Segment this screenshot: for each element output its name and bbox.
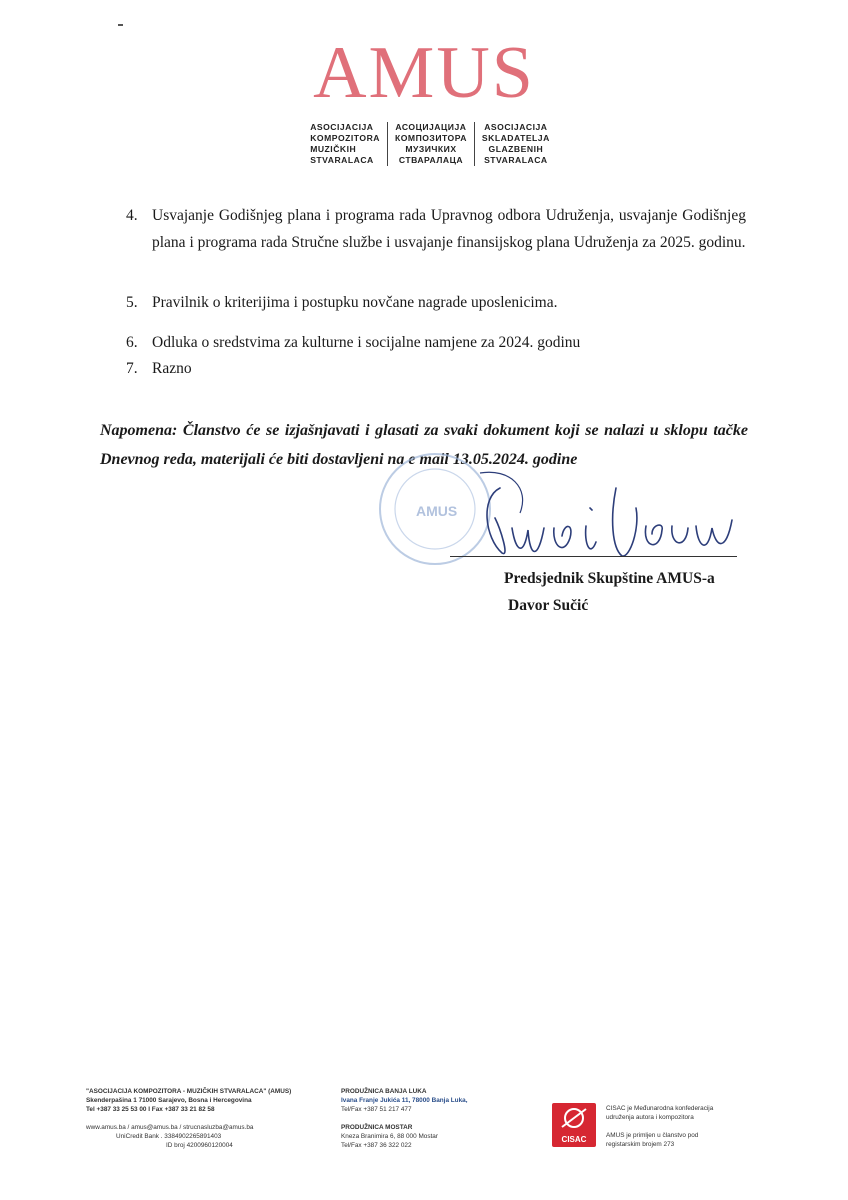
footer-line	[341, 1114, 467, 1123]
footer-line: www.amus.ba / amus@amus.ba / strucnasluzba@amus.ba	[86, 1124, 254, 1131]
logo-line: STVARALACA	[310, 155, 374, 165]
footer-line: PRODUŽNICA BANJA LUKA	[341, 1088, 427, 1095]
footer-line: PRODUŽNICA MOSTAR	[341, 1124, 413, 1131]
footer-line: CISAC je Međunarodna konfederacija	[606, 1105, 714, 1112]
signature-line	[450, 556, 737, 557]
logo-col-cyrillic	[387, 122, 474, 166]
signatory-name: Davor Sučić	[508, 597, 589, 614]
logo-line: КОМПОЗИТОРА	[394, 133, 467, 143]
cisac-logo	[552, 1103, 596, 1147]
agenda-item-6	[126, 329, 746, 356]
agenda-text: Razno	[152, 360, 192, 377]
footer-line: Tel +387 33 25 53 00 I Fax +387 33 21 82 58	[86, 1106, 215, 1113]
corner-mark	[118, 24, 123, 26]
cisac-emblem-icon	[552, 1103, 596, 1135]
logo-line: МУЗИЧКИХ	[405, 144, 457, 154]
footer-cisac-info	[606, 1104, 713, 1149]
logo-col-latin	[303, 122, 387, 166]
logo-subtitle	[300, 122, 560, 166]
logo-line: ASOCIJACIJA	[484, 122, 548, 132]
logo-line: ASOCIJACIJA	[310, 122, 374, 132]
logo-col-croatian	[474, 122, 557, 166]
amus-logo: AMUS	[313, 32, 535, 114]
agenda-number: 5.	[126, 294, 138, 311]
agenda-number: 7.	[126, 360, 138, 377]
footer-line: ID broj 4200960120004	[166, 1142, 233, 1149]
footer-line: Skenderpašina 1 71000 Sarajevo, Bosna i Hercegovina	[86, 1097, 252, 1104]
agenda-item-7	[126, 355, 746, 382]
logo-line: SKLADATELJA	[481, 133, 550, 143]
signatory-role: Predsjednik Skupštine AMUS-a	[504, 570, 715, 587]
agenda-text: Pravilnik o kriterijima i postupku novčane nagrade uposlenicima.	[152, 294, 558, 311]
footer-line: udruženja autora i kompozitora	[606, 1114, 694, 1121]
logo-line: АСОЦИЈАЦИЈА	[395, 122, 467, 132]
footer-line: registarskim brojem 273	[606, 1141, 675, 1148]
agenda-text: Usvajanje Godišnjeg plana i programa rada Upravnog odbora Udruženja, usvajanje Godišnjeg plana i programa rada Stručne službe i usvajanje finansijskog plana Udruženja za 2025. godinu.	[152, 207, 746, 251]
logo-line: СТВАРАЛАЦА	[398, 155, 464, 165]
logo-line: STVARALACA	[484, 155, 548, 165]
agenda-number: 4.	[126, 207, 138, 224]
footer-line: AMUS je primljen u članstvo pod	[606, 1132, 699, 1139]
agenda-item-4	[126, 202, 746, 256]
agenda-text: Odluka o sredstvima za kulturne i socijalne namjene za 2024. godinu	[152, 334, 581, 351]
footer-line: Ivana Franje Jukića 11, 78000 Banja Luka,	[341, 1097, 468, 1104]
stamp-label: AMUS	[416, 503, 458, 519]
logo-line: KOMPOZITORA	[310, 133, 380, 143]
footer-line	[606, 1122, 713, 1131]
logo-line: GLAZBENIH	[488, 144, 544, 154]
footer-line: "ASOCIJACIJA KOMPOZITORA - MUZIČKIH STVARALACA" (AMUS)	[86, 1088, 292, 1095]
agenda-item-5	[126, 289, 746, 316]
handwritten-signature	[440, 468, 760, 578]
logo-line: MUZIČKIH	[310, 144, 357, 154]
cisac-label: CISAC	[561, 1135, 587, 1144]
footer-line: Tel/Fax +387 36 322 022	[341, 1142, 412, 1149]
footer-main-office	[86, 1087, 291, 1150]
footer-line: Tel/Fax +387 51 217 477	[341, 1106, 412, 1113]
footer-line: UniCredit Bank . 3384902265891403	[116, 1133, 222, 1140]
footer-branches	[341, 1087, 467, 1150]
note-paragraph: Napomena: Članstvo će se izjašnjavati i glasati za svaki dokument koji se nalazi u sklopu tačke Dnevnog reda, materijali će biti dostavljeni na e mail 13.05.2024. godine	[100, 422, 748, 468]
agenda-number: 6.	[126, 334, 138, 351]
footer-line	[86, 1114, 291, 1123]
footer-line: Kneza Branimira 6, 88 000 Mostar	[341, 1133, 438, 1140]
